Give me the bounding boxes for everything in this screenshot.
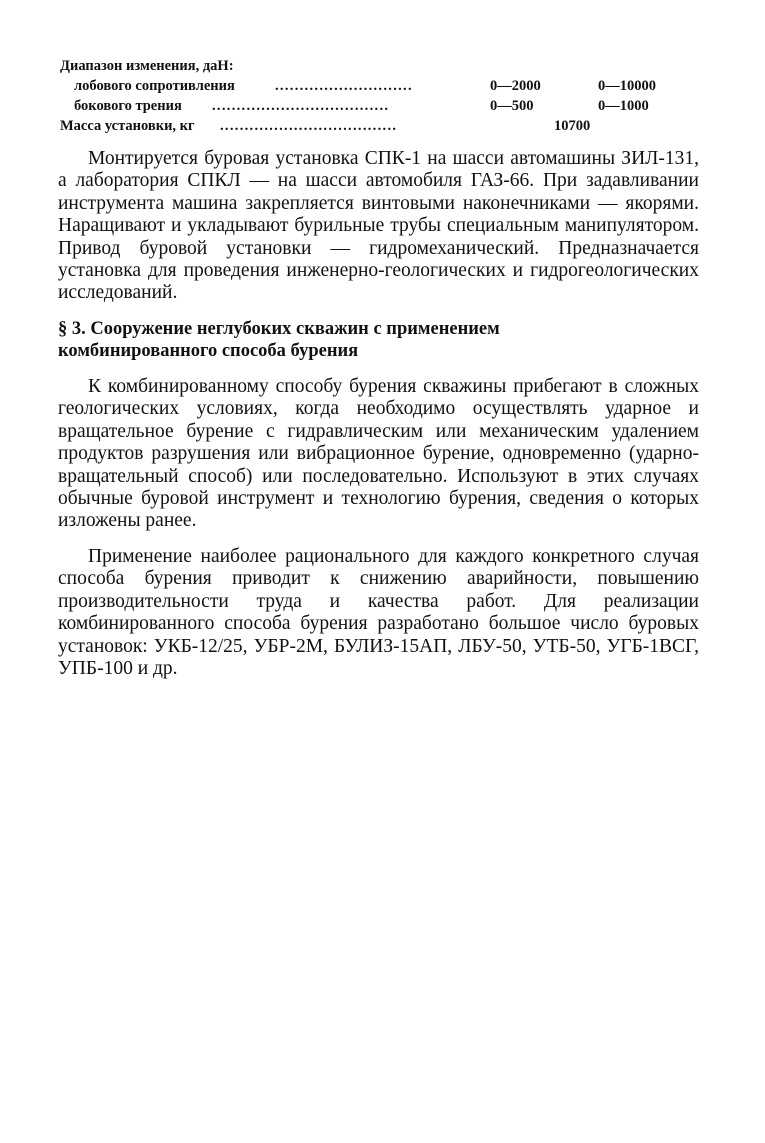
paragraph-application: Применение наиболее рационального для каждого конкретного случая способа бурения приводит к снижению аварийности, повышению производительности труда и качества работ. Для реализации комбинированного способа бурения разработано большое число буровых установок: УКБ-12/25, УБР-2М, БУЛИЗ-15АП, ЛБУ-50, УТБ-50, УГБ-1ВСГ, УПБ-100 и др. (58, 546, 699, 680)
paragraph-installation: Монтируется буровая установка СПК-1 на шасси автомашины ЗИЛ-131, а лаборатория СПКЛ — на шасси автомобиля ГАЗ-66. При задавливании инструмента машина закрепляется винтовыми наконечниками — якорями. Наращивают и укладывают бурильные трубы специальным манипулятором. Привод буровой установки — гидромеханический. Предназначается установка для проведения инженерно-геологических и гидрогеологических исследований. (58, 148, 699, 304)
spec-value-1: 10700 (554, 118, 591, 134)
spec-title: Диапазон изменения, даН: (60, 58, 234, 74)
spec-label: лобового сопротивления (74, 78, 235, 94)
spec-row-mass (60, 116, 700, 136)
spec-dots: ............................ (275, 78, 413, 94)
spec-value-2: 0—10000 (598, 78, 656, 94)
spec-row-frontal-resistance (60, 76, 700, 96)
spec-value-2: 0—1000 (598, 98, 649, 114)
spec-value-1: 0—2000 (490, 78, 541, 94)
spec-label: Масса установки, кг (60, 118, 195, 134)
spec-dots: .................................... (220, 118, 398, 134)
paragraph-combined-method: К комбинированному способу бурения скважины прибегают в сложных геологических условиях, когда необходимо осуществлять ударное и вращательное бурение с гидравлическим или механическим удалением продуктов разрушения или вибрационное бурение, одновременно (ударно-вращательный способ) или последовательно. Используют в этих случаях обычные буровой инструмент и технологию бурения, сведения о которых изложены ранее. (58, 376, 699, 532)
spec-table (60, 56, 700, 136)
spec-label: бокового трения (74, 98, 182, 114)
spec-title-row (60, 56, 700, 76)
section-heading: § 3. Сооружение неглубоких скважин с применением комбинированного способа бурения (58, 319, 500, 361)
spec-dots: .................................... (212, 98, 390, 114)
spec-row-side-friction (60, 96, 700, 116)
spec-value-1: 0—500 (490, 98, 534, 114)
